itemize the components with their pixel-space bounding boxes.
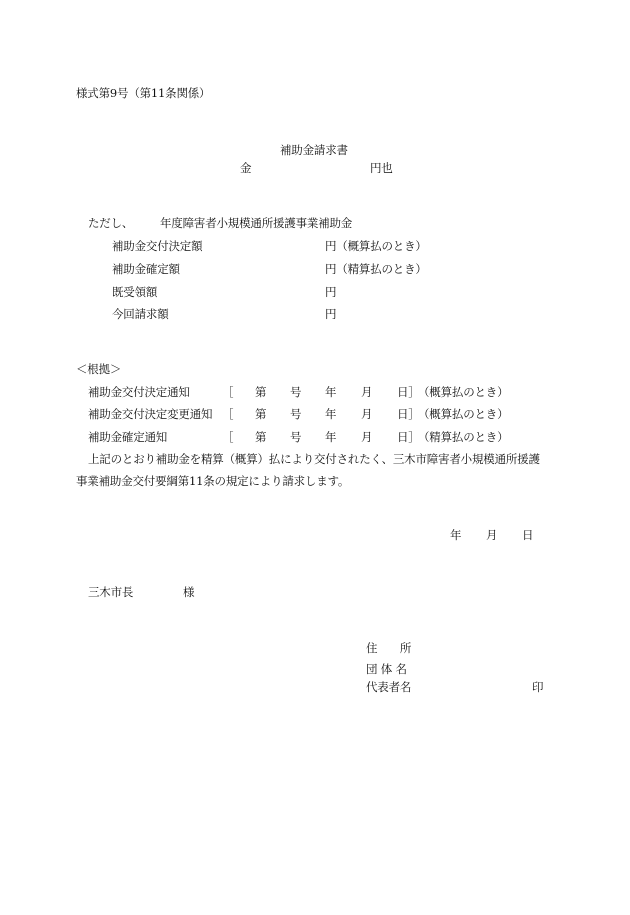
body-text-line-1: 上記のとおり補助金を精算（概算）払により交付されたく、三木市障害者小規模通所援護 [88, 452, 540, 466]
amount-suffix: 円也 [370, 161, 393, 175]
dai-label: 第 [255, 385, 267, 399]
go-label: 号 [290, 430, 302, 444]
representative-label: 代表者名 [366, 680, 412, 694]
open-bracket: ［ [222, 385, 234, 399]
year-label: 年 [325, 385, 337, 399]
form-label: 様式第9号（第11条関係） [76, 86, 211, 100]
open-bracket: ［ [222, 430, 234, 444]
dai-label: 第 [255, 407, 267, 421]
day-label: 日］ [397, 385, 420, 399]
amount-line-unit: 円 [325, 285, 337, 299]
submission-day: 日 [522, 528, 534, 542]
submission-month: 月 [486, 528, 498, 542]
month-label: 月 [361, 385, 373, 399]
amount-line-label: 既受領額 [112, 285, 158, 299]
go-label: 号 [290, 407, 302, 421]
seal-mark: 印 [532, 680, 544, 694]
basis-row-label: 補助金交付決定通知 [88, 385, 190, 399]
basis-row-label: 補助金確定通知 [88, 430, 168, 444]
payment-note: （概算払のとき） [418, 407, 509, 421]
month-label: 月 [361, 407, 373, 421]
amount-line-label: 補助金確定額 [112, 262, 180, 276]
month-label: 月 [361, 430, 373, 444]
day-label: 日］ [397, 407, 420, 421]
go-label: 号 [290, 385, 302, 399]
day-label: 日］ [397, 430, 420, 444]
basis-row-label: 補助金交付決定変更通知 [88, 407, 213, 421]
organization-label: 団 体 名 [366, 662, 407, 676]
amount-line-label: 今回請求額 [112, 307, 169, 321]
open-bracket: ［ [222, 407, 234, 421]
year-label: 年 [325, 407, 337, 421]
addressee-name: 三木市長 [88, 585, 134, 599]
amount-line-unit: 円 [325, 307, 337, 321]
year-label: 年 [325, 430, 337, 444]
body-text-line-2: 事業補助金交付要綱第11条の規定により請求します。 [76, 474, 350, 488]
submission-year: 年 [450, 528, 462, 542]
address-label: 住 所 [366, 641, 412, 655]
document-title: 補助金請求書 [280, 143, 348, 157]
proviso-prefix: ただし、 [88, 216, 134, 230]
payment-note: （精算払のとき） [418, 430, 509, 444]
payment-note: （概算払のとき） [418, 385, 509, 399]
proviso-subject: 年度障害者小規模通所援護事業補助金 [160, 216, 353, 230]
amount-prefix: 金 [240, 161, 252, 175]
amount-line-unit: 円（概算払のとき） [325, 239, 427, 253]
basis-heading: ＜根拠＞ [76, 362, 122, 376]
amount-line-unit: 円（精算払のとき） [325, 262, 427, 276]
dai-label: 第 [255, 430, 267, 444]
amount-line-label: 補助金交付決定額 [112, 239, 203, 253]
addressee-honorific: 様 [183, 585, 195, 599]
